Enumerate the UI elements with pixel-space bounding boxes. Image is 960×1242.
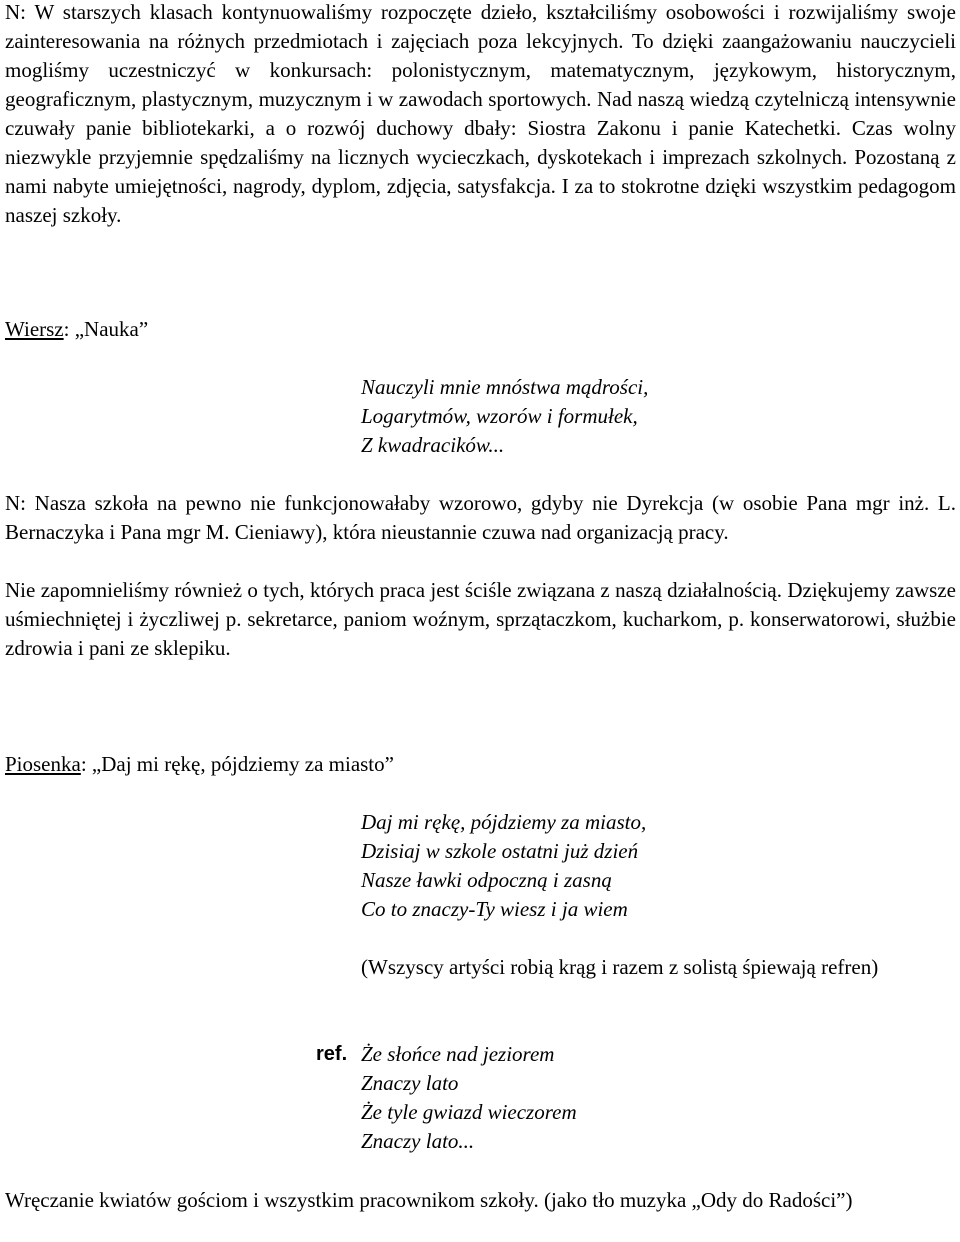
song-heading-label: Piosenka bbox=[5, 752, 81, 776]
paragraph-staff-thanks: Nie zapomnieliśmy również o tych, których praca jest ściśle związana z naszą działalnością. Dziękujemy zawsze uśmiechniętej i życzliwej p. sekretarce, paniom woźnym, sprzątaczkom, kucharkom, p. konserwatorowi, służbie zdrowia i pani ze sklepiku. bbox=[5, 578, 956, 660]
song-line: Daj mi rękę, pójdziemy za miasto, bbox=[361, 810, 647, 834]
poem-line: Z kwadracików... bbox=[361, 433, 505, 457]
refrain-line: Znaczy lato bbox=[361, 1071, 459, 1095]
song-line: Dzisiaj w szkole ostatni już dzień bbox=[361, 839, 639, 863]
paragraph-direction-thanks: N: Nasza szkoła na pewno nie funkcjonowałaby wzorowo, gdyby nie Dyrekcja (w osobie Pana mgr inż. L. Bernaczyka i Pana mgr M. Cieniawy), która nieustannie czuwa nad organizacją pracy. bbox=[5, 491, 956, 544]
paragraph-flowers: Wręczanie kwiatów gościom i wszystkim pracownikom szkoły. (jako tło muzyka „Ody do Radości”) bbox=[5, 1188, 853, 1212]
poem-heading-title: : „Nauka” bbox=[63, 317, 149, 341]
paragraph-activities-part2: Nad naszą wiedzą czytelniczą intensywnie czuwały panie bibliotekarki, a o rozwój duchowy dbały: Siostra Zakonu i panie Katechetki. bbox=[5, 87, 956, 140]
refrain-line: Znaczy lato... bbox=[361, 1129, 475, 1153]
song-line: Co to znaczy-Ty wiesz i ja wiem bbox=[361, 897, 628, 921]
poem-line: Nauczyli mnie mnóstwa mądrości, bbox=[361, 375, 649, 399]
poem-line: Logarytmów, wzorów i formułek, bbox=[361, 404, 638, 428]
paragraph-activities-part3: Czas wolny niezwykle przyjemnie spędzaliśmy na licznych wycieczkach, dyskotekach i imprezach szkolnych. Pozostaną z nami nabyte umiejętności, nagrody, dyplom, zdjęcia, satysfakcja. I za to stokrotne dzięki wszystkim pedagogom naszej szkoły. bbox=[5, 116, 956, 227]
poem-verse bbox=[361, 373, 648, 460]
song-line: Nasze ławki odpoczną i zasną bbox=[361, 868, 612, 892]
song-refrain bbox=[361, 1040, 577, 1156]
song-heading-title: : „Daj mi rękę, pójdziemy za miasto” bbox=[80, 752, 394, 776]
song-heading bbox=[5, 750, 394, 779]
refrain-line: Że tyle gwiazd wieczorem bbox=[361, 1100, 577, 1124]
poem-heading-label: Wiersz bbox=[5, 317, 64, 341]
refrain-label: ref. bbox=[316, 1043, 348, 1065]
paragraph-school-activities bbox=[5, 0, 956, 230]
paragraph-activities-part1: N: W starszych klasach kontynuowaliśmy rozpoczęte dzieło, kształciliśmy osobowości i rozwijaliśmy swoje zainteresowania na różnych przedmiotach i zajęciach poza lekcyjnych. To dzięki zaangażowaniu nauczycieli mogliśmy uczestniczyć w konkursach: polonistycznym, matematycznym, językowym, historycznym, geograficznym, plastycznym, muzycznym i w zawodach sportowych. bbox=[5, 0, 956, 111]
poem-heading bbox=[5, 315, 148, 344]
stage-direction: (Wszyscy artyści robią krąg i razem z solistą śpiewają refren) bbox=[361, 955, 879, 979]
song-verse bbox=[361, 808, 646, 924]
refrain-line: Że słońce nad jeziorem bbox=[361, 1042, 555, 1066]
